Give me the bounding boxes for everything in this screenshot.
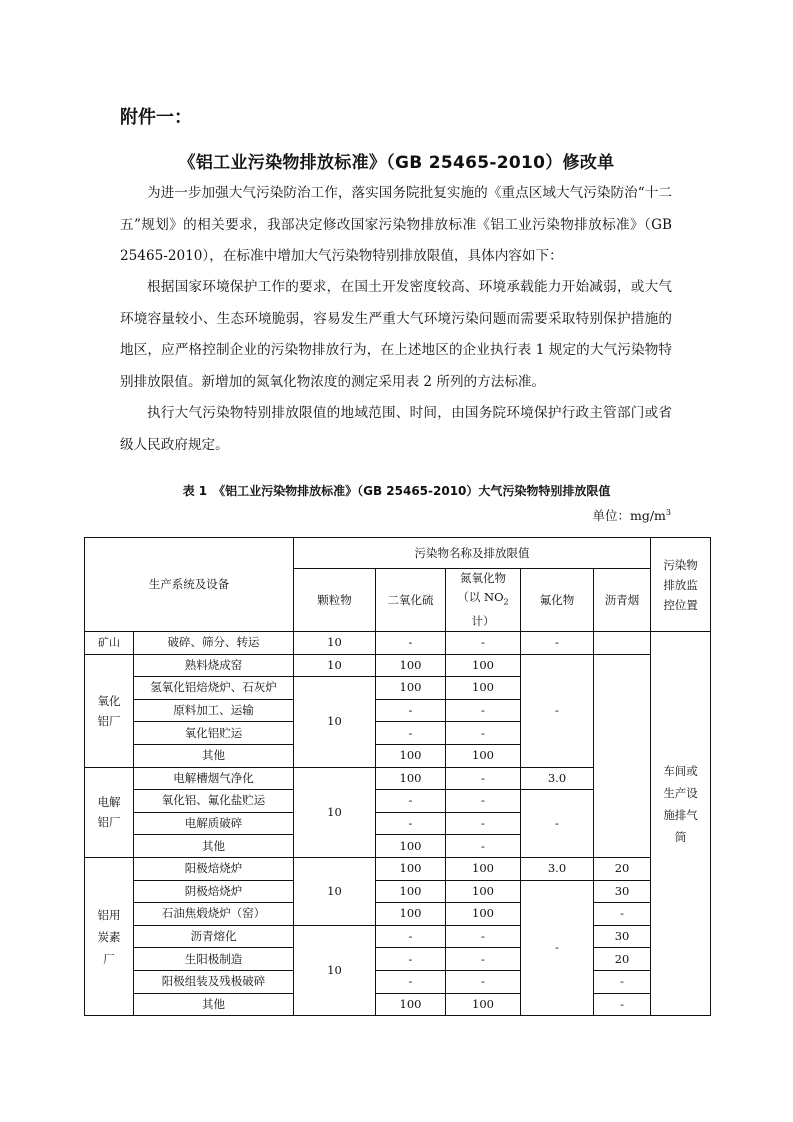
so2-cell: 100 (376, 993, 446, 1016)
so2-cell: 100 (376, 880, 446, 903)
category-alumina-line2: 铝厂 (97, 713, 121, 728)
so2-cell: - (376, 970, 446, 993)
fluoride-cell-merged: - (521, 654, 594, 767)
unit-exponent: 3 (665, 507, 671, 517)
nox-cell: 100 (446, 857, 521, 880)
monitor-line1: 车间或 (663, 763, 698, 778)
emission-limits-table (84, 537, 711, 1016)
category-carbon-line1: 铝用 (97, 907, 121, 922)
category-mine: 矿山 (85, 632, 134, 655)
header-so2: 二氧化硫 (376, 569, 446, 632)
attachment-label: 附件一： (120, 107, 192, 128)
asphalt-cell: 20 (594, 948, 651, 971)
header-nox-line1: 氮氧化物 (460, 571, 506, 586)
equipment-cell: 电解质破碎 (134, 812, 294, 835)
category-electrolytic-line2: 铝厂 (97, 815, 121, 830)
monitor-line2: 生产设 (663, 785, 698, 800)
header-monitor-line2: 排放监 (663, 577, 698, 592)
header-nox-line2: （以 NO (457, 590, 504, 605)
header-asphalt: 沥青烟 (594, 569, 651, 632)
equipment-cell: 其他 (134, 993, 294, 1016)
monitor-location-cell (651, 632, 711, 1016)
category-carbon-line3: 厂 (103, 951, 115, 966)
table-row (85, 880, 711, 903)
table-caption: 表 1 《铝工业污染物排放标准》（GB 25465-2010）大气污染物特别排放限值 (182, 484, 611, 498)
so2-cell: - (376, 722, 446, 745)
category-carbon-line2: 炭素 (97, 929, 121, 944)
table-row (85, 925, 711, 948)
so2-cell: 100 (376, 677, 446, 700)
equipment-cell: 生阳极制造 (134, 948, 294, 971)
equipment-cell: 氧化铝、氟化盐贮运 (134, 790, 294, 813)
particulate-cell: 10 (294, 654, 376, 677)
so2-cell: 100 (376, 744, 446, 767)
so2-cell: 100 (376, 857, 446, 880)
nox-cell: - (446, 632, 521, 655)
unit-text: 单位：mg/m (592, 508, 666, 523)
equipment-cell: 阳极组装及残极破碎 (134, 970, 294, 993)
so2-cell: 100 (376, 767, 446, 790)
table-row (85, 993, 711, 1016)
nox-cell: 100 (446, 903, 521, 926)
header-system: 生产系统及设备 (85, 538, 294, 632)
header-particulate: 颗粒物 (294, 569, 376, 632)
nox-cell: 100 (446, 880, 521, 903)
table-row (85, 857, 711, 880)
document-title: 《铝工业污染物排放标准》（GB 25465-2010）修改单 (178, 153, 615, 173)
header-monitor-line1: 污染物 (663, 557, 698, 572)
nox-cell: - (446, 790, 521, 813)
particulate-cell-merged: 10 (294, 857, 376, 925)
nox-cell: 100 (446, 993, 521, 1016)
particulate-cell: 10 (294, 632, 376, 655)
asphalt-cell: - (594, 993, 651, 1016)
category-electrolytic-line1: 电解 (97, 795, 121, 810)
header-nox-subscript: 2 (503, 597, 509, 607)
so2-cell: - (376, 632, 446, 655)
category-carbon (85, 857, 134, 1015)
particulate-cell-merged: 10 (294, 677, 376, 767)
nox-cell: - (446, 925, 521, 948)
nox-cell: 100 (446, 744, 521, 767)
nox-cell: - (446, 699, 521, 722)
header-limits-group: 污染物名称及排放限值 (294, 538, 651, 569)
table-row (85, 654, 711, 677)
equipment-cell: 原料加工、运输 (134, 699, 294, 722)
table-row (85, 632, 711, 655)
category-electrolytic (85, 767, 134, 857)
header-monitor-line3: 控位置 (663, 597, 698, 612)
so2-cell: 100 (376, 903, 446, 926)
equipment-cell: 氧化铝贮运 (134, 722, 294, 745)
nox-cell: - (446, 812, 521, 835)
monitor-line3: 施排气 (663, 807, 698, 822)
paragraph-intro: 为进一步加强大气污染防治工作，落实国务院批复实施的《重点区域大气污染防治“十二五”规划》的相关要求，我部决定修改国家污染物排放标准《铝工业污染物排放标准》（GB 25465-2010），在标准中增加大气污染物特别排放限值，具体内容如下： (120, 185, 672, 264)
category-alumina-line1: 氧化 (97, 693, 121, 708)
fluoride-cell-merged: - (521, 790, 594, 858)
equipment-cell: 熟料烧成窑 (134, 654, 294, 677)
nox-cell: - (446, 970, 521, 993)
paragraph-scope: 执行大气污染物特别排放限值的地域范围、时间，由国务院环境保护行政主管部门或省级人民政府规定。 (120, 405, 672, 453)
asphalt-cell: 30 (594, 880, 651, 903)
so2-cell: - (376, 812, 446, 835)
table-row (85, 948, 711, 971)
asphalt-cell-merged-empty (594, 654, 651, 857)
header-nox (446, 569, 521, 632)
equipment-cell: 其他 (134, 744, 294, 767)
asphalt-cell-empty (594, 632, 651, 655)
header-nox-line3: 计） (471, 613, 495, 628)
equipment-cell: 其他 (134, 835, 294, 858)
so2-cell: 100 (376, 654, 446, 677)
nox-cell: 100 (446, 654, 521, 677)
nox-cell: - (446, 722, 521, 745)
equipment-cell: 氢氧化铝焙烧炉、石灰炉 (134, 677, 294, 700)
asphalt-cell: 20 (594, 857, 651, 880)
paragraph-requirements: 根据国家环境保护工作的要求，在国土开发密度较高、环境承载能力开始减弱，或大气环境容量较小、生态环境脆弱，容易发生严重大气环境污染问题而需要采取特别保护措施的地区，应严格控制企业的污染物排放行为，在上述地区的企业执行表 1 规定的大气污染物特别排放限值。新增加的氮氧化物浓度的测定采用表 2 所列的方法标准。 (120, 279, 672, 390)
so2-cell: - (376, 790, 446, 813)
table-row (85, 970, 711, 993)
equipment-cell: 阴极焙烧炉 (134, 880, 294, 903)
equipment-cell: 破碎、筛分、转运 (134, 632, 294, 655)
nox-cell: - (446, 948, 521, 971)
so2-cell: - (376, 699, 446, 722)
asphalt-cell: - (594, 903, 651, 926)
nox-cell: - (446, 767, 521, 790)
table-unit (592, 506, 671, 524)
header-row-1 (85, 538, 711, 569)
equipment-cell: 石油焦煅烧炉（窑） (134, 903, 294, 926)
category-alumina (85, 654, 134, 767)
equipment-cell: 沥青熔化 (134, 925, 294, 948)
header-fluoride: 氟化物 (521, 569, 594, 632)
asphalt-cell: - (594, 970, 651, 993)
particulate-cell-merged: 10 (294, 767, 376, 857)
nox-cell: 100 (446, 677, 521, 700)
nox-cell: - (446, 835, 521, 858)
header-monitor-location (651, 538, 711, 632)
fluoride-cell-merged: - (521, 880, 594, 1016)
so2-cell: - (376, 948, 446, 971)
equipment-cell: 电解槽烟气净化 (134, 767, 294, 790)
so2-cell: 100 (376, 835, 446, 858)
so2-cell: - (376, 925, 446, 948)
table-row (85, 903, 711, 926)
monitor-line4: 筒 (674, 829, 687, 844)
equipment-cell: 阳极焙烧炉 (134, 857, 294, 880)
fluoride-cell: 3.0 (521, 857, 594, 880)
fluoride-cell: 3.0 (521, 767, 594, 790)
particulate-cell-merged: 10 (294, 925, 376, 1015)
fluoride-cell: - (521, 632, 594, 655)
asphalt-cell: 30 (594, 925, 651, 948)
